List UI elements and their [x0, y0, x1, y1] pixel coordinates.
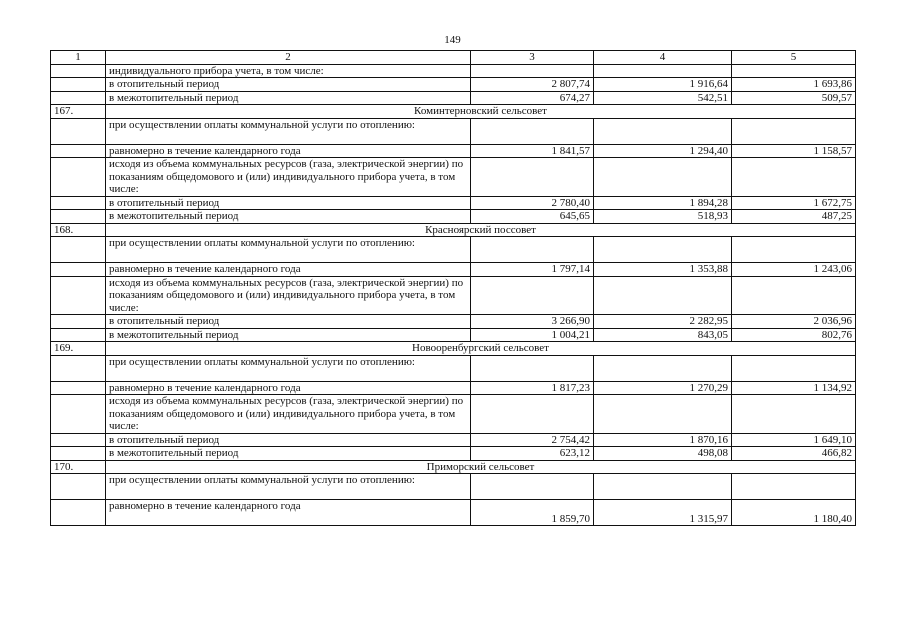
- value-col-5: 1 672,75: [732, 196, 856, 210]
- row-number-empty: [51, 395, 106, 434]
- value-col-3-empty: [471, 474, 594, 500]
- row-label: в межотопительный период: [106, 447, 471, 461]
- row-number-empty: [51, 118, 106, 144]
- row-label: индивидуального прибора учета, в том числе:: [106, 64, 471, 78]
- value-col-3: 2 780,40: [471, 196, 594, 210]
- row-number-empty: [51, 196, 106, 210]
- table-row: [51, 118, 856, 144]
- row-number-empty: [51, 144, 106, 158]
- value-col-4: 518,93: [594, 210, 732, 224]
- value-col-3: 1 841,57: [471, 144, 594, 158]
- table-row: [51, 328, 856, 342]
- column-header-5: 5: [732, 51, 856, 65]
- row-number: 168.: [51, 223, 106, 237]
- table-row: [51, 263, 856, 277]
- value-col-3-empty: [471, 158, 594, 197]
- row-label: в межотопительный период: [106, 91, 471, 105]
- table-row: [51, 210, 856, 224]
- row-label: при осуществлении оплаты коммунальной услуги по отоплению:: [106, 118, 471, 144]
- column-header-row: [51, 51, 856, 65]
- value-col-5-empty: [732, 276, 856, 315]
- value-col-4: 2 282,95: [594, 315, 732, 329]
- value-col-4-empty: [594, 355, 732, 381]
- row-number-empty: [51, 355, 106, 381]
- value-col-3: 623,12: [471, 447, 594, 461]
- tariff-table: [50, 50, 856, 526]
- row-number-empty: [51, 237, 106, 263]
- value-col-5-empty: [732, 395, 856, 434]
- value-col-3: 1 797,14: [471, 263, 594, 277]
- table-row: [51, 237, 856, 263]
- value-col-4: 1 353,88: [594, 263, 732, 277]
- row-label: в межотопительный период: [106, 328, 471, 342]
- value-col-3-empty: [471, 237, 594, 263]
- value-col-4: 1 315,97: [594, 500, 732, 526]
- row-number-empty: [51, 328, 106, 342]
- table-row: [51, 144, 856, 158]
- value-col-4-empty: [594, 395, 732, 434]
- column-header-1: 1: [51, 51, 106, 65]
- value-col-4: 1 294,40: [594, 144, 732, 158]
- value-col-4-empty: [594, 64, 732, 78]
- section-title: Коминтерновский сельсовет: [106, 105, 856, 119]
- row-label: равномерно в течение календарного года: [106, 500, 471, 526]
- row-label: равномерно в течение календарного года: [106, 144, 471, 158]
- row-label: в отопительный период: [106, 78, 471, 92]
- table-row: [51, 381, 856, 395]
- value-col-4: 498,08: [594, 447, 732, 461]
- table-row: [51, 276, 856, 315]
- table-row: [51, 433, 856, 447]
- table-row: [51, 91, 856, 105]
- section-title: Красноярский поссовет: [106, 223, 856, 237]
- row-number-empty: [51, 447, 106, 461]
- column-header-2: 2: [106, 51, 471, 65]
- value-col-5-empty: [732, 355, 856, 381]
- row-label: в отопительный период: [106, 433, 471, 447]
- row-label: исходя из объема коммунальных ресурсов (газа, электрической энергии) по показаниям общедомового и (или) индивидуального прибора учета, в том числе:: [106, 158, 471, 197]
- table-body: [51, 51, 856, 526]
- table-row: [51, 395, 856, 434]
- value-col-3-empty: [471, 118, 594, 144]
- value-col-4-empty: [594, 276, 732, 315]
- value-col-5-empty: [732, 158, 856, 197]
- value-col-4-empty: [594, 237, 732, 263]
- value-col-5-empty: [732, 118, 856, 144]
- value-col-4: 843,05: [594, 328, 732, 342]
- row-number-empty: [51, 500, 106, 526]
- value-col-4: 1 270,29: [594, 381, 732, 395]
- value-col-3: 1 004,21: [471, 328, 594, 342]
- value-col-5: 1 180,40: [732, 500, 856, 526]
- row-label: исходя из объема коммунальных ресурсов (газа, электрической энергии) по показаниям общедомового и (или) индивидуального прибора учета, в том числе:: [106, 395, 471, 434]
- row-number-empty: [51, 276, 106, 315]
- row-number-empty: [51, 91, 106, 105]
- table-row: [51, 355, 856, 381]
- value-col-5: 802,76: [732, 328, 856, 342]
- row-number-empty: [51, 263, 106, 277]
- row-number-empty: [51, 158, 106, 197]
- value-col-5: 1 649,10: [732, 433, 856, 447]
- table-row: [51, 196, 856, 210]
- value-col-3-empty: [471, 276, 594, 315]
- value-col-3: 1 859,70: [471, 500, 594, 526]
- section-header-row: [51, 342, 856, 356]
- row-label: в отопительный период: [106, 315, 471, 329]
- row-label: исходя из объема коммунальных ресурсов (газа, электрической энергии) по показаниям общедомового и (или) индивидуального прибора учета, в том числе:: [106, 276, 471, 315]
- section-title: Приморский сельсовет: [106, 460, 856, 474]
- table-row: [51, 500, 856, 526]
- value-col-3: 674,27: [471, 91, 594, 105]
- row-number: 170.: [51, 460, 106, 474]
- value-col-3-empty: [471, 64, 594, 78]
- value-col-5: 2 036,96: [732, 315, 856, 329]
- row-number-empty: [51, 78, 106, 92]
- row-number-empty: [51, 433, 106, 447]
- table-row: [51, 78, 856, 92]
- value-col-4-empty: [594, 118, 732, 144]
- row-label: в отопительный период: [106, 196, 471, 210]
- table-row: [51, 64, 856, 78]
- value-col-5: 466,82: [732, 447, 856, 461]
- value-col-4: 542,51: [594, 91, 732, 105]
- value-col-5-empty: [732, 237, 856, 263]
- value-col-4-empty: [594, 474, 732, 500]
- section-header-row: [51, 460, 856, 474]
- value-col-5-empty: [732, 474, 856, 500]
- section-header-row: [51, 223, 856, 237]
- value-col-5: 1 693,86: [732, 78, 856, 92]
- column-header-4: 4: [594, 51, 732, 65]
- row-number: 169.: [51, 342, 106, 356]
- value-col-5: 1 134,92: [732, 381, 856, 395]
- table-row: [51, 315, 856, 329]
- column-header-3: 3: [471, 51, 594, 65]
- page-number: 149: [444, 34, 461, 46]
- row-label: при осуществлении оплаты коммунальной услуги по отоплению:: [106, 474, 471, 500]
- value-col-5: 1 243,06: [732, 263, 856, 277]
- row-number-empty: [51, 64, 106, 78]
- value-col-3-empty: [471, 355, 594, 381]
- row-number-empty: [51, 381, 106, 395]
- row-label: при осуществлении оплаты коммунальной услуги по отоплению:: [106, 237, 471, 263]
- value-col-4-empty: [594, 158, 732, 197]
- row-number-empty: [51, 474, 106, 500]
- value-col-5: 1 158,57: [732, 144, 856, 158]
- table-row: [51, 474, 856, 500]
- value-col-3-empty: [471, 395, 594, 434]
- row-label: в межотопительный период: [106, 210, 471, 224]
- table-row: [51, 158, 856, 197]
- section-header-row: [51, 105, 856, 119]
- value-col-4: 1 870,16: [594, 433, 732, 447]
- section-title: Новооренбургский сельсовет: [106, 342, 856, 356]
- value-col-3: 3 266,90: [471, 315, 594, 329]
- row-number-empty: [51, 315, 106, 329]
- value-col-5: 509,57: [732, 91, 856, 105]
- value-col-3: 645,65: [471, 210, 594, 224]
- value-col-5: 487,25: [732, 210, 856, 224]
- table-row: [51, 447, 856, 461]
- value-col-4: 1 916,64: [594, 78, 732, 92]
- row-label: при осуществлении оплаты коммунальной услуги по отоплению:: [106, 355, 471, 381]
- value-col-3: 1 817,23: [471, 381, 594, 395]
- row-number-empty: [51, 210, 106, 224]
- row-label: равномерно в течение календарного года: [106, 263, 471, 277]
- value-col-4: 1 894,28: [594, 196, 732, 210]
- value-col-5-empty: [732, 64, 856, 78]
- value-col-3: 2 807,74: [471, 78, 594, 92]
- value-col-3: 2 754,42: [471, 433, 594, 447]
- row-label: равномерно в течение календарного года: [106, 381, 471, 395]
- row-number: 167.: [51, 105, 106, 119]
